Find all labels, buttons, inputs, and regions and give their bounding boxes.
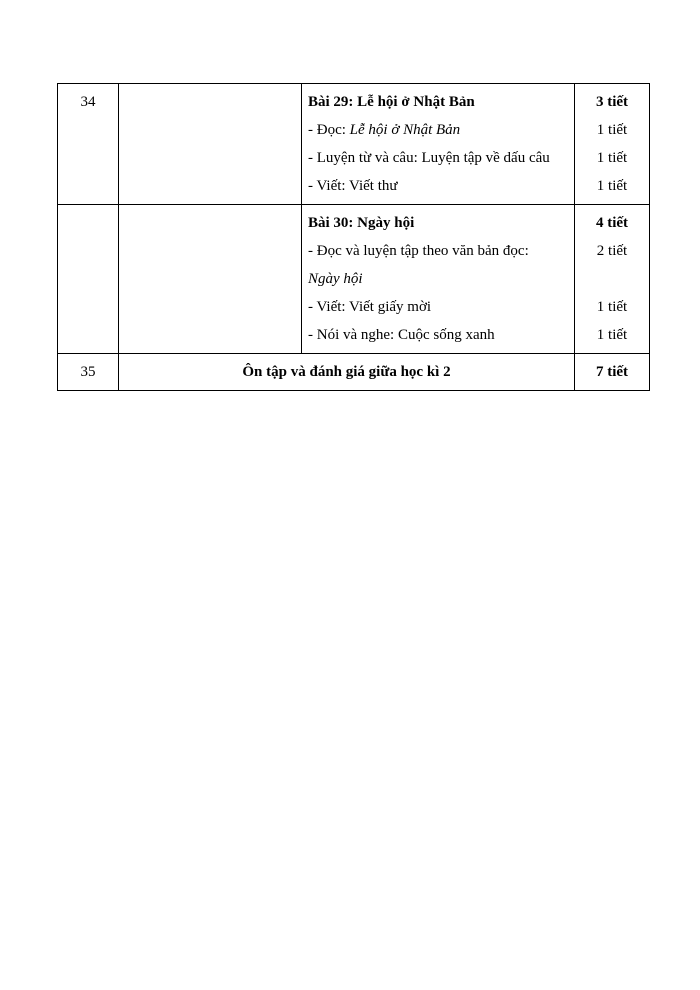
time-cell	[575, 84, 650, 205]
lesson-item: - Đọc và luyện tập theo văn bản đọc: Ngày hội	[308, 243, 529, 287]
item-time-spacer	[581, 265, 643, 293]
week-number: 35	[80, 364, 96, 380]
week-cell	[58, 354, 119, 391]
review-summary: Ôn tập và đánh giá giữa học kì 2	[119, 354, 575, 391]
table-row	[58, 205, 650, 354]
lesson-item: - Luyện từ và câu: Luyện tập về dấu câu	[308, 150, 550, 166]
curriculum-table	[57, 83, 650, 391]
review-total: 7 tiết	[575, 354, 650, 391]
lesson-title: Bài 29: Lễ hội ở Nhật Bản	[308, 94, 475, 110]
table-row	[58, 354, 650, 391]
lesson-total: 3 tiết	[595, 94, 629, 110]
item-time: 1 tiết	[596, 299, 628, 315]
item-time: 2 tiết	[596, 243, 628, 259]
week-cell	[58, 84, 119, 205]
topic-cell	[119, 84, 302, 205]
lesson-total: 4 tiết	[595, 215, 629, 231]
lesson-title: Bài 30: Ngày hội	[308, 215, 415, 231]
item-time: 1 tiết	[596, 178, 628, 194]
week-cell	[58, 205, 119, 354]
content-cell	[302, 84, 575, 205]
lesson-item: - Nói và nghe: Cuộc sống xanh	[308, 327, 495, 343]
item-time: 1 tiết	[596, 327, 628, 343]
item-time: 1 tiết	[596, 150, 628, 166]
content-cell	[302, 205, 575, 354]
item-time: 1 tiết	[596, 122, 628, 138]
table-row	[58, 84, 650, 205]
lesson-item: - Viết: Viết thư	[308, 178, 398, 194]
lesson-item: - Đọc: Lễ hội ở Nhật Bản	[308, 122, 461, 138]
topic-cell	[119, 205, 302, 354]
lesson-item: - Viết: Viết giấy mời	[308, 299, 432, 315]
week-number: 34	[80, 94, 96, 110]
time-cell	[575, 205, 650, 354]
